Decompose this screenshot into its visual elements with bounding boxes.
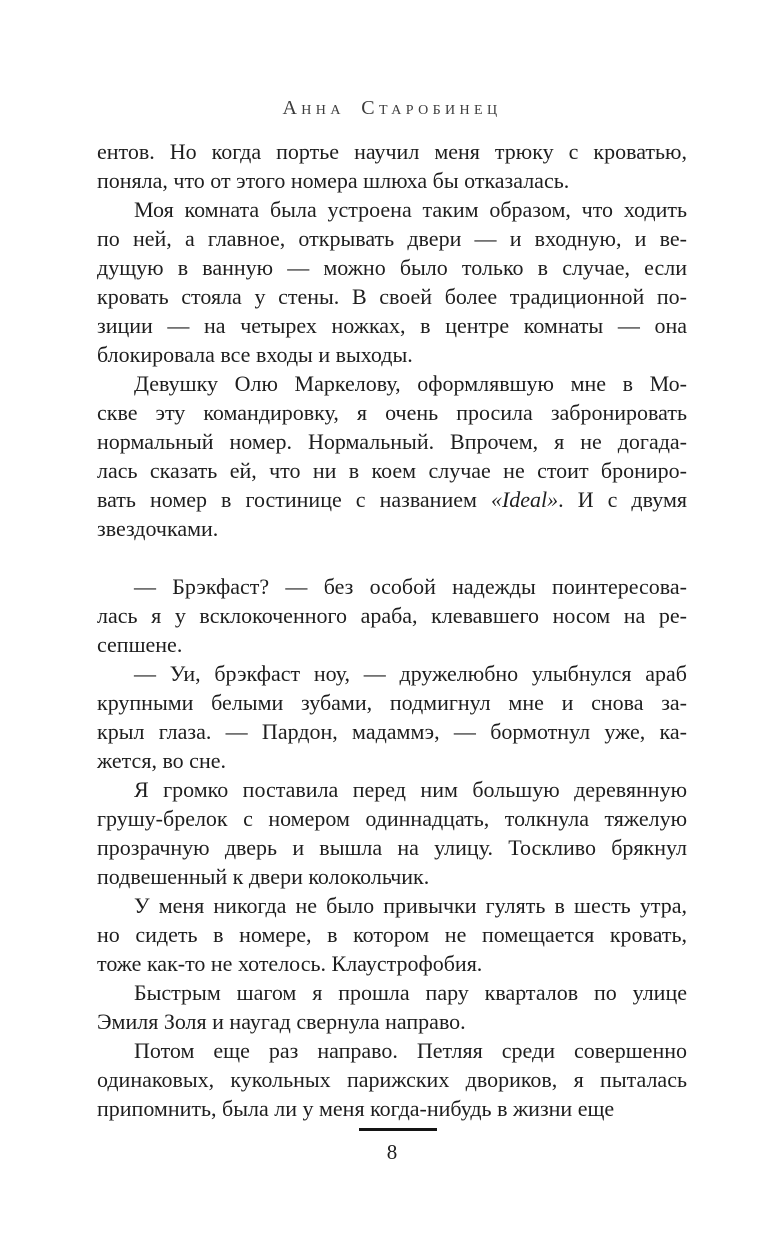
text-line: Эмиля Золя и наугад свернула направо. [97,1009,466,1034]
text-line: прозрачную дверь и вышла на улицу. Тоскливо брякнул [97,835,687,860]
text-line: крупными белыми зубами, подмигнул мне и снова за- [97,690,687,715]
text-line: по ней, а главное, открывать двери — и входную, и ве- [97,226,687,251]
paragraph [97,1036,687,1123]
text-line: дущую в ванную — можно было только в случае, если [97,255,687,280]
paragraph [97,659,687,775]
paragraph [97,195,687,369]
footer-divider [359,1128,437,1131]
text-line: нормальный номер. Нормальный. Впрочем, я не догада- [97,429,687,454]
paragraph [97,775,687,891]
paragraph [97,572,687,659]
text-line: крыл глаза. — Пардон, мадаммэ, — бормотнул уже, ка- [97,719,687,744]
text-line: грушу-брелок с номером одиннадцать, толкнула тяжелую [97,806,687,831]
text-line: поняла, что от этого номера шлюха бы отказалась. [97,168,570,193]
text-line [97,485,687,514]
text-line: кровать стояла у стены. В своей более традиционной по- [97,284,687,309]
text-line: У меня никогда не было привычки гулять в шесть утра, [134,893,687,918]
text-line: сепшене. [97,632,183,657]
text-line: Быстрым шагом я прошла пару кварталов по улице [134,980,687,1005]
running-header-author: Анна Старобинец [282,97,502,119]
paragraph [97,891,687,978]
text-block [97,137,687,1123]
text-line: тоже как-то не хотелось. Клаустрофобия. [97,951,483,976]
text-line: Я громко поставила перед ним большую деревянную [134,777,687,802]
text-line: припомнить, была ли у меня когда-нибудь в жизни еще [97,1096,615,1121]
text-line: лась сказать ей, что ни в коем случае не стоит брониро- [97,458,687,483]
text-line: но сидеть в номере, в котором не помещается кровать, [97,922,687,947]
text-line: жется, во сне. [97,748,226,773]
text-line: скве эту командировку, я очень просила забронировать [97,400,687,425]
text-line: Девушку Олю Маркелову, оформлявшую мне в Мо- [134,371,687,396]
text-line: звездочками. [97,516,219,541]
text-line: Моя комната была устроена таким образом, что ходить [134,197,687,222]
text-line: ентов. Но когда портье научил меня трюку с кроватью, [97,139,687,164]
plain-text: . И с двумя [558,487,688,512]
italic-text: «Ideal» [490,487,559,512]
page-number: 8 [386,1140,398,1164]
text-line: — Брэкфаст? — без особой надежды поинтересова- [134,574,687,599]
text-line: подвешенный к двери колокольчик. [97,864,430,889]
text-line: Потом еще раз направо. Петляя среди совершенно [134,1038,687,1063]
text-line: — Уи, брэкфаст ноу, — дружелюбно улыбнулся араб [134,661,687,686]
text-line: лась я у всклокоченного араба, клевавшего носом на ре- [97,603,687,628]
paragraph [97,978,687,1036]
text-line: одинаковых, кукольных парижских двориков, я пыталась [97,1067,687,1092]
paragraph [97,369,687,543]
text-line: зиции — на четырех ножках, в центре комнаты — она [97,313,687,338]
paragraph [97,137,687,195]
plain-text: вать номер в гостинице с названием [97,487,491,512]
text-line: блокировала все входы и выходы. [97,342,413,367]
